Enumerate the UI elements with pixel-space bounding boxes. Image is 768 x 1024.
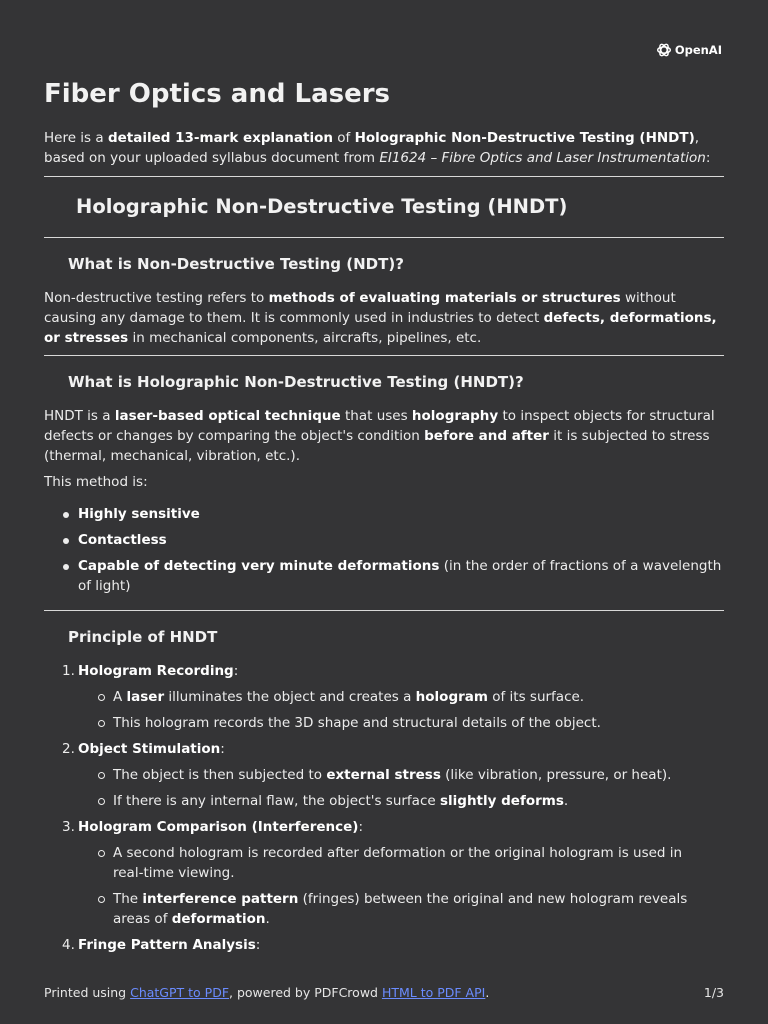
- ndt-heading: What is Non-Destructive Testing (NDT)?: [68, 255, 404, 273]
- list-item: Contactless: [44, 530, 724, 550]
- step-item: 1. Hologram Recording: A laser illuminates the object and creates a hologram of its surface. This hologram records the 3D shape and structural details of the object.: [44, 661, 724, 733]
- list-item: Highly sensitive: [44, 504, 724, 524]
- step-title: Hologram Comparison (Interference): [78, 819, 359, 835]
- divider: [44, 355, 724, 356]
- step-title: Fringe Pattern Analysis: [78, 937, 256, 953]
- method-bullet-list: [44, 504, 724, 602]
- list-item: A laser illuminates the object and creates a hologram of its surface.: [78, 687, 698, 707]
- list-item: Capable of detecting very minute deformations (in the order of fractions of a wavelength of light): [44, 556, 724, 596]
- step-number: 1.: [62, 663, 75, 679]
- sub-list: [78, 765, 724, 811]
- ndt-paragraph: Non-destructive testing refers to methods of evaluating materials or structures without causing any damage to them. It is commonly used in industries to detect defects, deformations, or stresses in mechanical components, aircrafts, pipelines, etc.: [44, 290, 717, 346]
- step-number: 2.: [62, 741, 75, 757]
- html-to-pdf-api-link[interactable]: HTML to PDF API: [381, 985, 486, 1000]
- principle-steps-list: [44, 661, 724, 961]
- step-number: 3.: [62, 819, 75, 835]
- openai-logo-icon: [656, 42, 672, 58]
- chatgpt-to-pdf-link[interactable]: ChatGPT to PDF: [130, 985, 230, 1000]
- divider: [44, 610, 724, 611]
- sub-list: [78, 687, 724, 733]
- page-number: 1/3: [703, 985, 724, 1000]
- divider: [44, 237, 724, 238]
- divider: [44, 176, 724, 177]
- intro-paragraph: Here is a detailed 13-mark explanation of Holographic Non-Destructive Testing (HNDT), based on your uploaded syllabus document from EI1624 – Fibre Optics and Laser Instrumentation:: [44, 130, 711, 166]
- footer-text: Printed using: [44, 985, 131, 1000]
- principle-heading: Principle of HNDT: [68, 628, 218, 646]
- step-number: 4.: [62, 937, 75, 953]
- step-title: Hologram Recording: [78, 663, 234, 679]
- openai-logo: [656, 40, 722, 60]
- page-footer: Printed using ChatGPT to PDF, powered by PDFCrowd HTML to PDF API. 1/3: [44, 983, 724, 1003]
- list-item: A second hologram is recorded after deformation or the original hologram is used in real-time viewing.: [78, 843, 698, 883]
- step-title: Object Stimulation: [78, 741, 221, 757]
- footer-text: , powered by PDFCrowd: [229, 985, 382, 1000]
- step-item: 3. Hologram Comparison (Interference): A second hologram is recorded after deformation or the original hologram is used in real-time viewing. The interference pattern (fringes) between the original and new hologram reveals areas of deformation.: [44, 817, 724, 929]
- main-heading: Holographic Non-Destructive Testing (HNDT): [76, 195, 568, 218]
- method-intro: This method is:: [44, 474, 148, 490]
- step-item: 2. Object Stimulation: The object is then subjected to external stress (like vibration, pressure, or heat). If there is any internal flaw, the object's surface slightly deforms.: [44, 739, 724, 811]
- hndt-heading: What is Holographic Non-Destructive Testing (HNDT)?: [68, 373, 524, 391]
- page-title: Fiber Optics and Lasers: [44, 79, 391, 109]
- list-item: This hologram records the 3D shape and structural details of the object.: [78, 713, 698, 733]
- list-item: The interference pattern (fringes) between the original and new hologram reveals areas of deformation.: [78, 889, 698, 929]
- list-item: The object is then subjected to external stress (like vibration, pressure, or heat).: [78, 765, 698, 785]
- logo-text: OpenAI: [674, 43, 722, 57]
- hndt-paragraph: HNDT is a laser-based optical technique that uses holography to inspect objects for structural defects or changes by comparing the object's condition before and after it is subjected to stress (thermal, mechanical, vibration, etc.).: [44, 408, 715, 464]
- step-item: 4. Fringe Pattern Analysis:: [62, 937, 261, 953]
- sub-list: [78, 843, 724, 929]
- list-item: If there is any internal flaw, the object's surface slightly deforms.: [78, 791, 698, 811]
